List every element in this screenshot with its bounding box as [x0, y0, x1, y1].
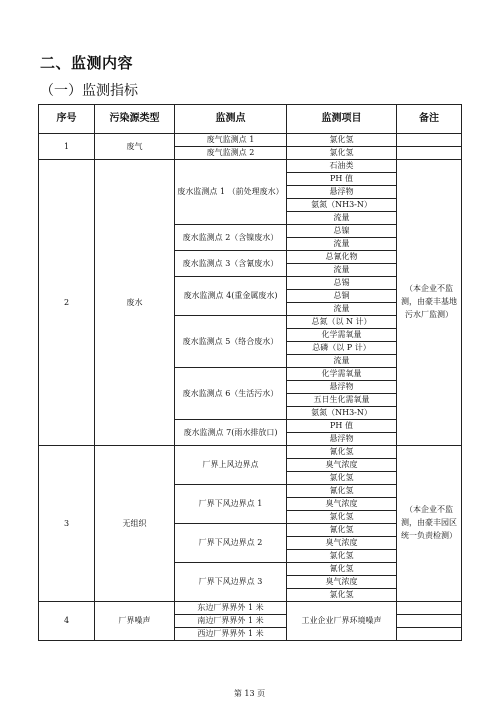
monitor-item: 氯化氢: [287, 147, 397, 160]
monitor-point: 废水监测点 4(重金属废水): [175, 277, 287, 316]
monitor-item: 臭气浓度: [287, 459, 397, 472]
monitor-item: PH 值: [287, 173, 397, 186]
remark-cell: [397, 628, 462, 641]
monitor-item: 总氰化物: [287, 251, 397, 264]
monitor-point: 废水监测点 5（络合废水）: [175, 316, 287, 368]
header-no: 序号: [39, 105, 95, 134]
remark-cell: [397, 615, 462, 628]
table-body: [39, 134, 462, 641]
monitor-item: 悬浮物: [287, 186, 397, 199]
monitor-point: 南边厂界界外 1 米: [175, 615, 287, 628]
sub-title: （一）监测指标: [40, 83, 138, 99]
pollution-source-type: 废气: [95, 134, 175, 160]
monitor-point: 厂界下风边界点 3: [175, 563, 287, 602]
monitor-point: 废气监测点 2: [175, 147, 287, 160]
monitor-item: 总磷（以 P 计）: [287, 342, 397, 355]
monitor-item: PH 值: [287, 420, 397, 433]
monitor-point: 西边厂界界外 1 米: [175, 628, 287, 641]
monitor-item: 氯化氢: [287, 511, 397, 524]
monitor-item: 工业企业厂界环境噪声: [287, 602, 397, 641]
monitor-item: 流量: [287, 355, 397, 368]
monitor-item: 臭气浓度: [287, 498, 397, 511]
monitor-item: 总氮（以 N 计）: [287, 316, 397, 329]
monitor-item: 氨氮（NH3-N）: [287, 199, 397, 212]
table-row: [39, 134, 462, 147]
monitor-item: 氰化氢: [287, 485, 397, 498]
monitor-point: 废水监测点 7(雨水排放口): [175, 420, 287, 446]
header-remark: 备注: [397, 105, 462, 134]
monitor-item: 总锡: [287, 277, 397, 290]
header-source-type: 污染源类型: [95, 105, 175, 134]
header-monitor-item: 监测项目: [287, 105, 397, 134]
remark-cell: （本企业不监测，由豪丰园区统一负责检测）: [397, 446, 462, 602]
pollution-source-type: 废水: [95, 160, 175, 446]
monitor-point: 东边厂界界外 1 米: [175, 602, 287, 615]
monitor-item: 氰化氢: [287, 446, 397, 459]
table-row: [39, 602, 462, 615]
monitor-item: 悬浮物: [287, 381, 397, 394]
remark-cell: [397, 602, 462, 615]
monitoring-table: [38, 104, 462, 641]
monitor-item: 总镍: [287, 225, 397, 238]
monitor-item: 氨氮（NH3-N）: [287, 407, 397, 420]
remark-cell: [397, 147, 462, 160]
page-number: 第 13 页: [233, 689, 266, 698]
monitor-point: 废水监测点 1 （前处理废水）: [175, 160, 287, 225]
remark-cell: [397, 134, 462, 147]
monitor-point: 废水监测点 6（生活污水）: [175, 368, 287, 420]
monitor-item: 化学需氧量: [287, 368, 397, 381]
monitor-item: 流量: [287, 238, 397, 251]
monitor-point: 废气监测点 1: [175, 134, 287, 147]
monitor-item: 氯化氢: [287, 550, 397, 563]
monitor-point: 厂界下风边界点 2: [175, 524, 287, 563]
row-number: 2: [39, 160, 95, 446]
monitor-item: 氯化氢: [287, 472, 397, 485]
header-monitor-point: 监测点: [175, 105, 287, 134]
monitor-item: 五日生化需氧量: [287, 394, 397, 407]
monitor-item: 化学需氧量: [287, 329, 397, 342]
monitor-item: 流量: [287, 212, 397, 225]
monitor-point: 厂界下风边界点 1: [175, 485, 287, 524]
pollution-source-type: 无组织: [95, 446, 175, 602]
table-row: [39, 160, 462, 173]
monitor-item: 臭气浓度: [287, 576, 397, 589]
row-number: 4: [39, 602, 95, 641]
section-title: 二、监测内容: [40, 54, 134, 72]
monitor-item: 流量: [287, 303, 397, 316]
monitor-item: 石油类: [287, 160, 397, 173]
monitor-item: 臭气浓度: [287, 537, 397, 550]
monitor-item: 氰化氢: [287, 563, 397, 576]
row-number: 3: [39, 446, 95, 602]
monitor-item: 氰化氢: [287, 524, 397, 537]
monitor-item: 流量: [287, 264, 397, 277]
table-row: [39, 446, 462, 459]
monitor-point: 废水监测点 3（含氰废水）: [175, 251, 287, 277]
monitor-point: 厂界上风边界点: [175, 446, 287, 485]
remark-cell: （本企业不监测，由豪丰基地污水厂监测）: [397, 160, 462, 446]
monitor-item: 氯化氢: [287, 589, 397, 602]
monitor-item: 悬浮物: [287, 433, 397, 446]
pollution-source-type: 厂界噪声: [95, 602, 175, 641]
table-header-row: [39, 105, 462, 134]
monitor-point: 废水监测点 2（含镍废水）: [175, 225, 287, 251]
row-number: 1: [39, 134, 95, 160]
monitor-item: 总铜: [287, 290, 397, 303]
monitor-item: 氯化氢: [287, 134, 397, 147]
